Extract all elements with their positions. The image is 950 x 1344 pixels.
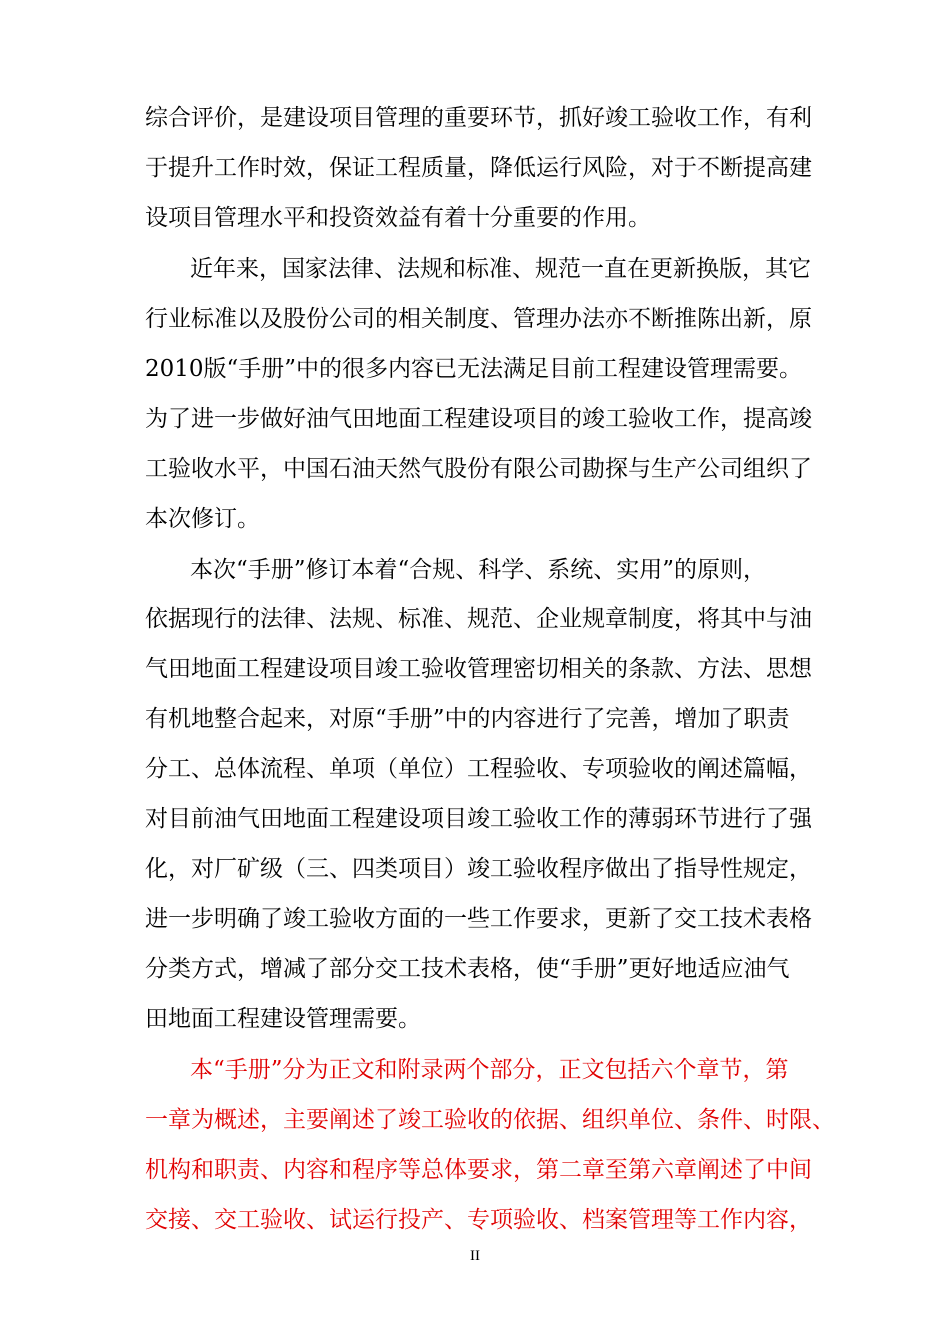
paragraph-4-line-3: 机构和职责、内容和程序等总体要求，第二章至第六章阐述了中间 <box>145 1157 812 1183</box>
paragraph-3-line-5: 分工、总体流程、单项（单位）工程验收、专项验收的阐述篇幅， <box>145 756 812 782</box>
paragraph-2-line-2: 行业标准以及股份公司的相关制度、管理办法亦不断推陈出新，原 <box>145 306 812 332</box>
paragraph-2-line-6: 本次修订。 <box>145 506 260 532</box>
paragraph-3-line-8: 进一步明确了竣工验收方面的一些工作要求，更新了交工技术表格 <box>145 906 812 932</box>
paragraph-2-line-5: 工验收水平，中国石油天然气股份有限公司勘探与生产公司组织了 <box>145 456 812 482</box>
paragraph-3-line-9: 分类方式，增减了部分交工技术表格，使“手册”更好地适应油气 <box>145 956 790 982</box>
paragraph-3-line-2: 依据现行的法律、法规、标准、规范、企业规章制度，将其中与油 <box>145 606 812 632</box>
page-number: II <box>470 1248 480 1264</box>
paragraph-3-line-6: 对目前油气田地面工程建设项目竣工验收工作的薄弱环节进行了强 <box>145 806 812 832</box>
paragraph-3-line-1: 本次“手册”修订本着“合规、科学、系统、实用”的原则， <box>190 557 767 583</box>
paragraph-1-line-2: 于提升工作时效，保证工程质量，降低运行风险，对于不断提高建 <box>145 155 812 181</box>
paragraph-3-line-7: 化，对厂矿级（三、四类项目）竣工验收程序做出了指导性规定， <box>145 856 812 882</box>
paragraph-2-line-3: 2010版“手册”中的很多内容已无法满足目前工程建设管理需要。 <box>145 356 803 382</box>
paragraph-1-line-1: 综合评价，是建设项目管理的重要环节，抓好竣工验收工作，有利 <box>145 105 812 131</box>
paragraph-3-line-10: 田地面工程建设管理需要。 <box>145 1006 421 1032</box>
paragraph-3-line-3: 气田地面工程建设项目竣工验收管理密切相关的条款、方法、思想 <box>145 656 812 682</box>
paragraph-1-line-3: 设项目管理水平和投资效益有着十分重要的作用。 <box>145 205 651 231</box>
paragraph-4-line-4: 交接、交工验收、试运行投产、专项验收、档案管理等工作内容， <box>145 1207 812 1233</box>
paragraph-3-line-4: 有机地整合起来，对原“手册”中的内容进行了完善，增加了职责 <box>145 706 790 732</box>
paragraph-2-line-1: 近年来，国家法律、法规和标准、规范一直在更新换版，其它 <box>190 256 811 282</box>
paragraph-4-line-1: 本“手册”分为正文和附录两个部分，正文包括六个章节，第 <box>190 1057 789 1083</box>
paragraph-2-line-4: 为了进一步做好油气田地面工程建设项目的竣工验收工作，提高竣 <box>145 406 812 432</box>
paragraph-4-line-2: 一章为概述，主要阐述了竣工验收的依据、组织单位、条件、时限、 <box>145 1107 835 1133</box>
